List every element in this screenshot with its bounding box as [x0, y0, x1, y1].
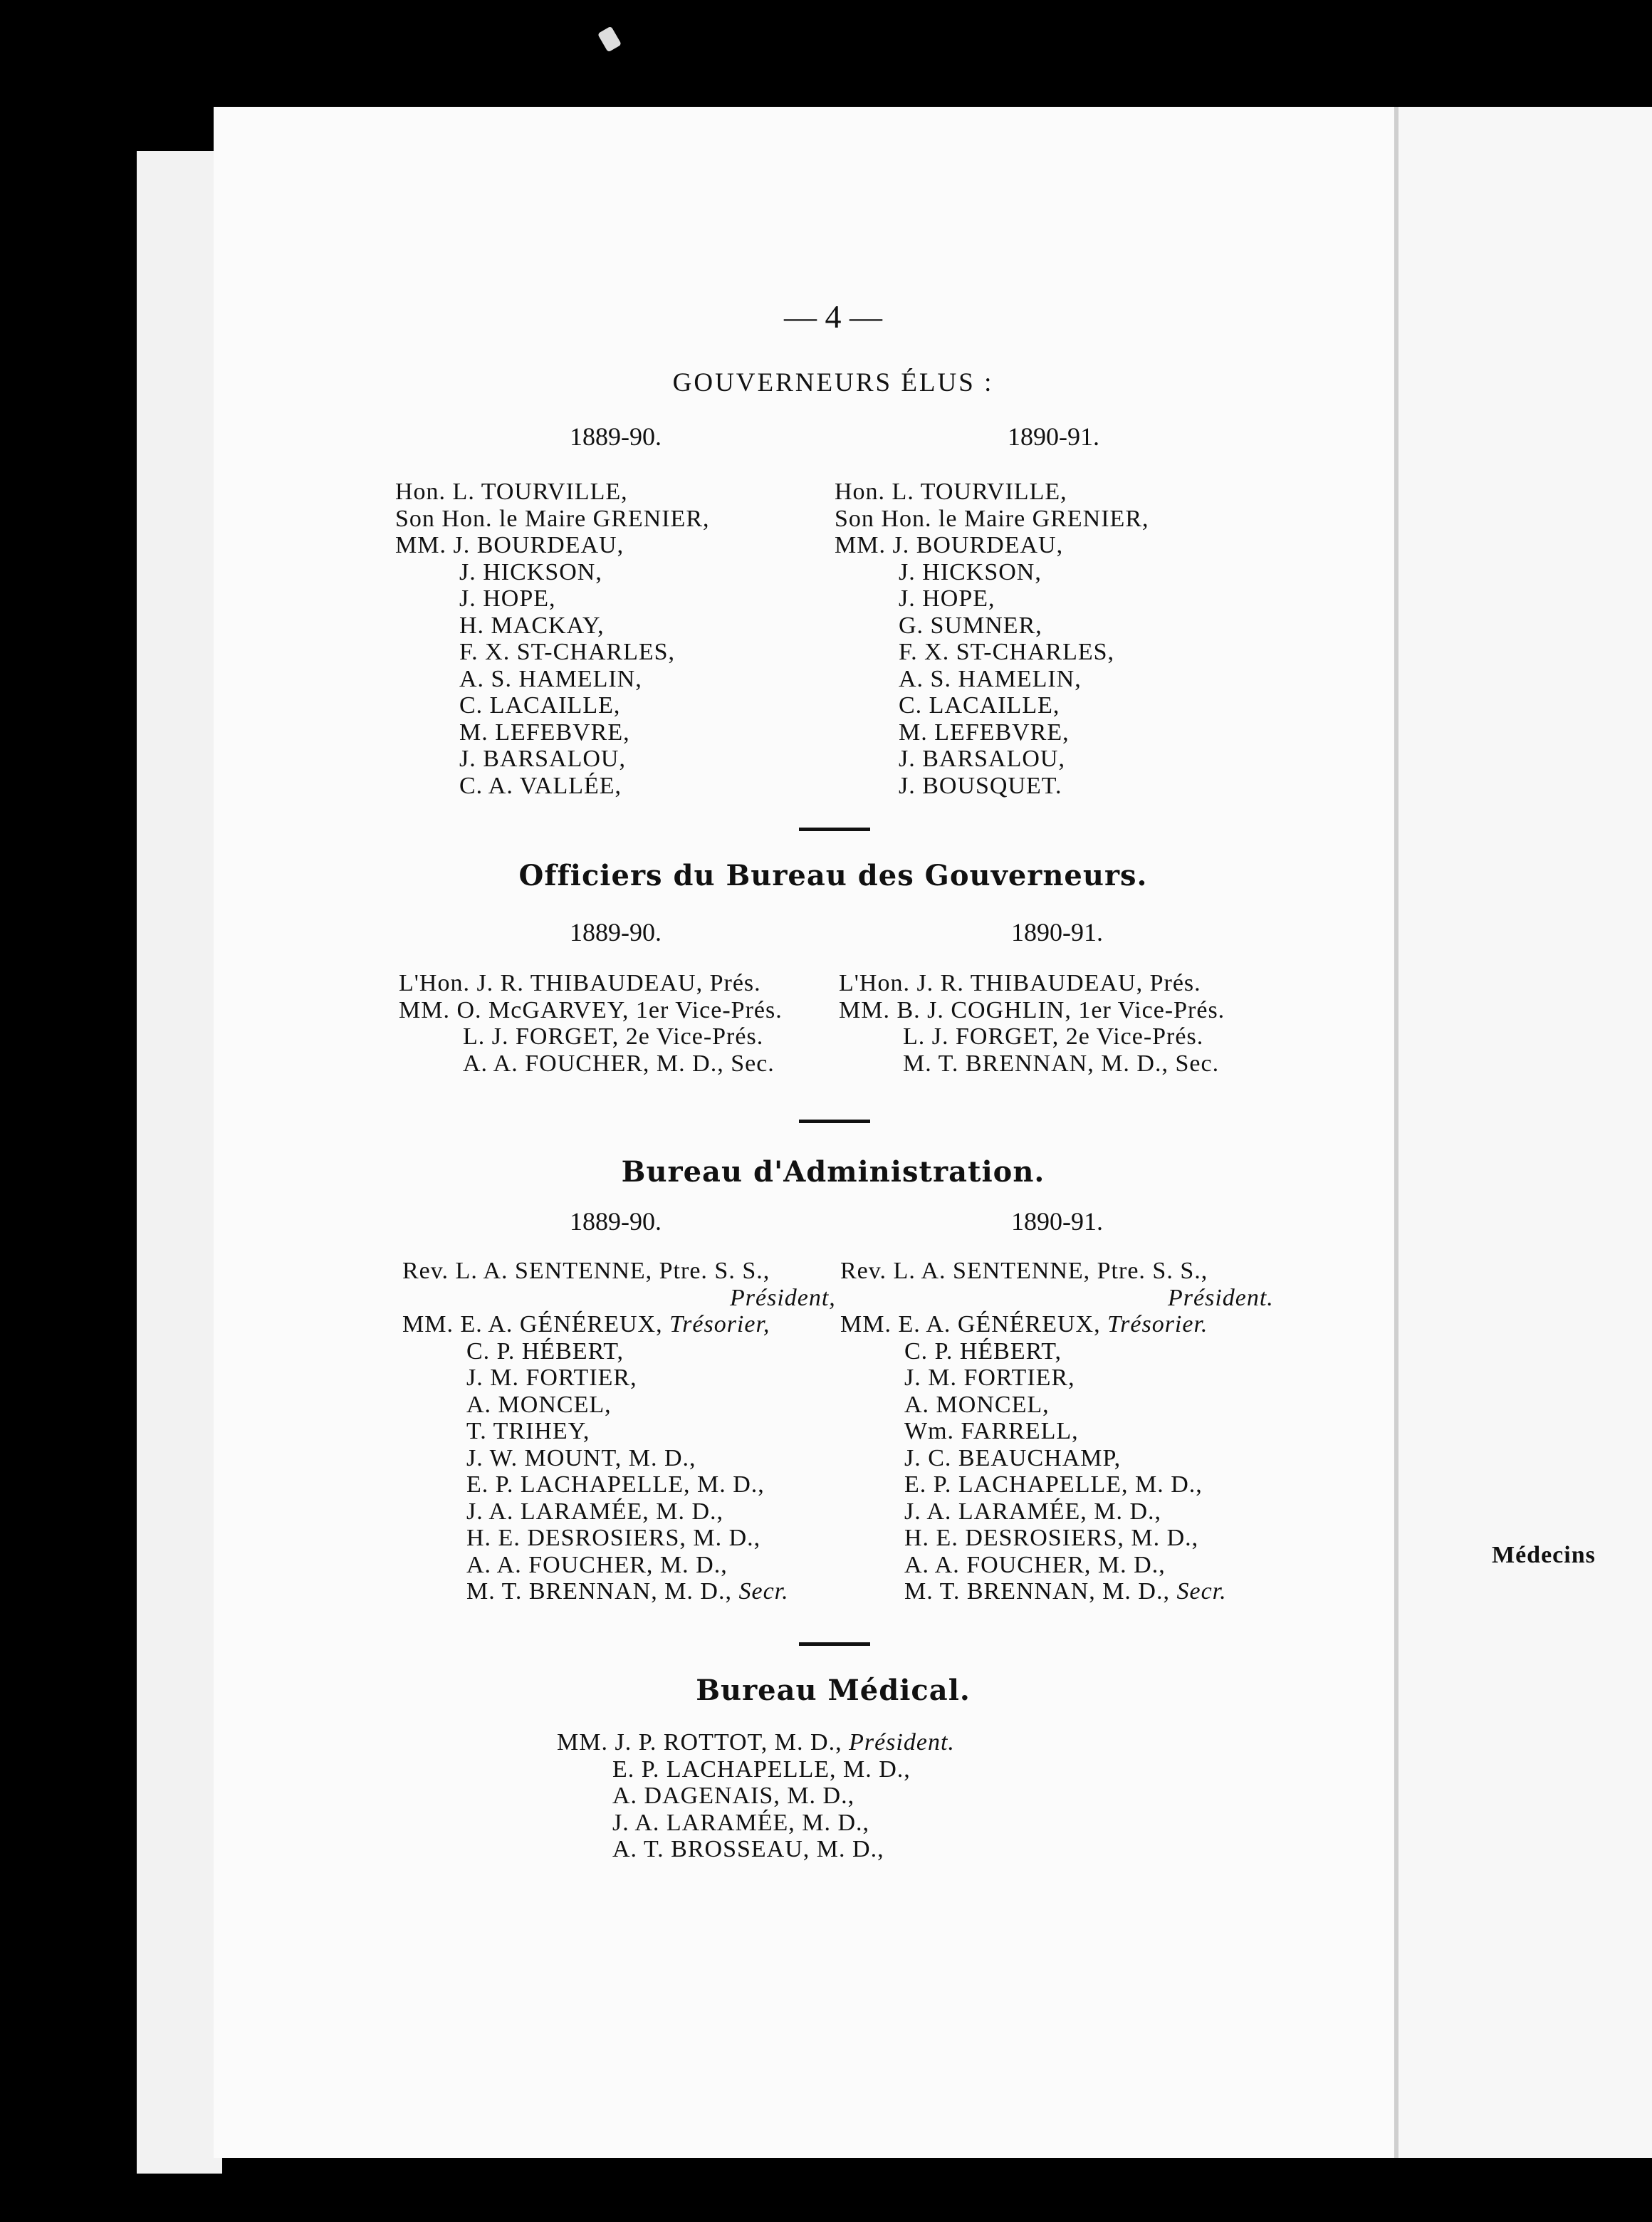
list-item: J. BARSALOU, — [459, 746, 626, 772]
list-item: Hon. L. TOURVILLE, — [835, 479, 1067, 505]
governors-list-left — [395, 479, 710, 799]
list-item: C. P. HÉBERT, — [466, 1337, 624, 1365]
officers-year-left: 1889-90. — [570, 918, 662, 946]
list-item: M. T. BRENNAN, M. D., Secr. — [904, 1578, 1227, 1605]
list-item: A. S. HAMELIN, — [459, 665, 642, 692]
list-item: C. LACAILLE, — [459, 692, 621, 719]
list-item: J. M. FORTIER, — [904, 1365, 1075, 1391]
section-divider — [799, 1120, 870, 1123]
list-item: L. J. FORGET, 2e Vice-Prés. — [463, 1023, 764, 1050]
list-item: MM. B. J. COGHLIN, 1er Vice-Prés. — [839, 996, 1225, 1023]
list-item: A. MONCEL, — [466, 1391, 612, 1418]
list-item: M. T. BRENNAN, M. D., Sec. — [903, 1050, 1220, 1077]
list-item: F. X. ST-CHARLES, — [899, 639, 1115, 665]
list-item-role: Président. — [1168, 1284, 1274, 1311]
list-item: J. M. FORTIER, — [466, 1365, 637, 1391]
list-item: Hon. L. TOURVILLE, — [395, 479, 628, 505]
list-item: T. TRIHEY, — [466, 1418, 590, 1444]
list-item: MM. E. A. GÉNÉREUX, Trésorier. — [840, 1311, 1208, 1337]
list-item: MM. J. BOURDEAU, — [835, 532, 1064, 558]
list-item: L'Hon. J. R. THIBAUDEAU, Prés. — [399, 970, 761, 996]
list-item: C. LACAILLE, — [899, 692, 1060, 719]
governors-title: GOUVERNEURS ÉLUS : — [672, 368, 994, 397]
list-item: L. J. FORGET, 2e Vice-Prés. — [903, 1023, 1204, 1050]
list-item: C. A. VALLÉE, — [459, 772, 622, 799]
list-item: J. A. LARAMÉE, M. D., — [466, 1498, 724, 1525]
list-item: M. LEFEBVRE, — [899, 719, 1070, 746]
facing-page — [1394, 107, 1652, 2158]
list-item: H. E. DESROSIERS, M. D., — [904, 1525, 1199, 1551]
list-item: Rev. L. A. SENTENNE, Ptre. S. S., — [402, 1258, 770, 1284]
list-item: F. X. ST-CHARLES, — [459, 639, 676, 665]
list-item: G. SUMNER, — [899, 612, 1042, 639]
section-divider — [799, 1642, 870, 1646]
list-item: MM. E. A. GÉNÉREUX, Trésorier, — [402, 1311, 770, 1337]
list-item: J. HOPE, — [899, 585, 995, 612]
administration-list-left — [402, 1258, 836, 1605]
list-item: E. P. LACHAPELLE, M. D., — [904, 1471, 1203, 1498]
officers-title: Officiers du Bureau des Gouverneurs. — [518, 859, 1148, 892]
administration-list-right — [840, 1258, 1274, 1605]
list-item-role: Président, — [730, 1284, 836, 1311]
list-item: Son Hon. le Maire GRENIER, — [395, 505, 710, 532]
list-item: E. P. LACHAPELLE, M. D., — [466, 1471, 765, 1498]
officers-year-right: 1890-91. — [1011, 918, 1103, 946]
officers-list-right — [839, 970, 1225, 1077]
administration-title: Bureau d'Administration. — [621, 1155, 1045, 1189]
administration-year-right: 1890-91. — [1011, 1207, 1103, 1236]
list-item: M. T. BRENNAN, M. D., Secr. — [466, 1578, 789, 1605]
list-item: J. A. LARAMÉE, M. D., — [612, 1809, 870, 1836]
list-item: MM. O. McGARVEY, 1er Vice-Prés. — [399, 996, 783, 1023]
list-item: H. E. DESROSIERS, M. D., — [466, 1525, 761, 1551]
list-item: J. W. MOUNT, M. D., — [466, 1444, 696, 1471]
list-item: J. HICKSON, — [459, 558, 602, 585]
list-item: J. HOPE, — [459, 585, 556, 612]
list-item: MM. J. P. ROTTOT, M. D., Président. — [557, 1729, 955, 1756]
list-item: Rev. L. A. SENTENNE, Ptre. S. S., — [840, 1258, 1208, 1284]
scan-speck — [597, 26, 622, 53]
list-item: A. A. FOUCHER, M. D., Sec. — [463, 1050, 775, 1077]
governors-list-right — [835, 479, 1149, 799]
list-item: Wm. FARRELL, — [904, 1418, 1079, 1444]
administration-year-left: 1889-90. — [570, 1207, 662, 1236]
list-item: L'Hon. J. R. THIBAUDEAU, Prés. — [839, 970, 1201, 996]
list-item: E. P. LACHAPELLE, M. D., — [612, 1756, 911, 1783]
list-item: J. BARSALOU, — [899, 746, 1065, 772]
list-item: J. HICKSON, — [899, 558, 1042, 585]
governors-year-left: 1889-90. — [570, 422, 662, 451]
section-divider — [799, 828, 870, 831]
list-item: C. P. HÉBERT, — [904, 1337, 1062, 1365]
list-item: J. C. BEAUCHAMP, — [904, 1444, 1122, 1471]
list-item: H. MACKAY, — [459, 612, 605, 639]
list-item: A. A. FOUCHER, M. D., — [904, 1551, 1166, 1578]
officers-list-left — [399, 970, 783, 1077]
back-sheet — [137, 151, 222, 2174]
list-item: A. DAGENAIS, M. D., — [612, 1783, 855, 1809]
list-item: M. LEFEBVRE, — [459, 719, 630, 746]
list-item: MM. J. BOURDEAU, — [395, 532, 624, 558]
list-item: A. T. BROSSEAU, M. D., — [612, 1836, 884, 1862]
medical-list — [557, 1729, 955, 1863]
list-item: J. BOUSQUET. — [899, 772, 1062, 799]
list-item: Son Hon. le Maire GRENIER, — [835, 505, 1149, 532]
list-item: J. A. LARAMÉE, M. D., — [904, 1498, 1162, 1525]
facing-page-heading: Médecins — [1492, 1542, 1596, 1568]
list-item: A. MONCEL, — [904, 1391, 1050, 1418]
medical-title: Bureau Médical. — [696, 1674, 971, 1707]
list-item: A. S. HAMELIN, — [899, 665, 1082, 692]
page-number: — 4 — — [784, 298, 882, 335]
list-item: A. A. FOUCHER, M. D., — [466, 1551, 728, 1578]
governors-year-right: 1890-91. — [1008, 422, 1099, 451]
